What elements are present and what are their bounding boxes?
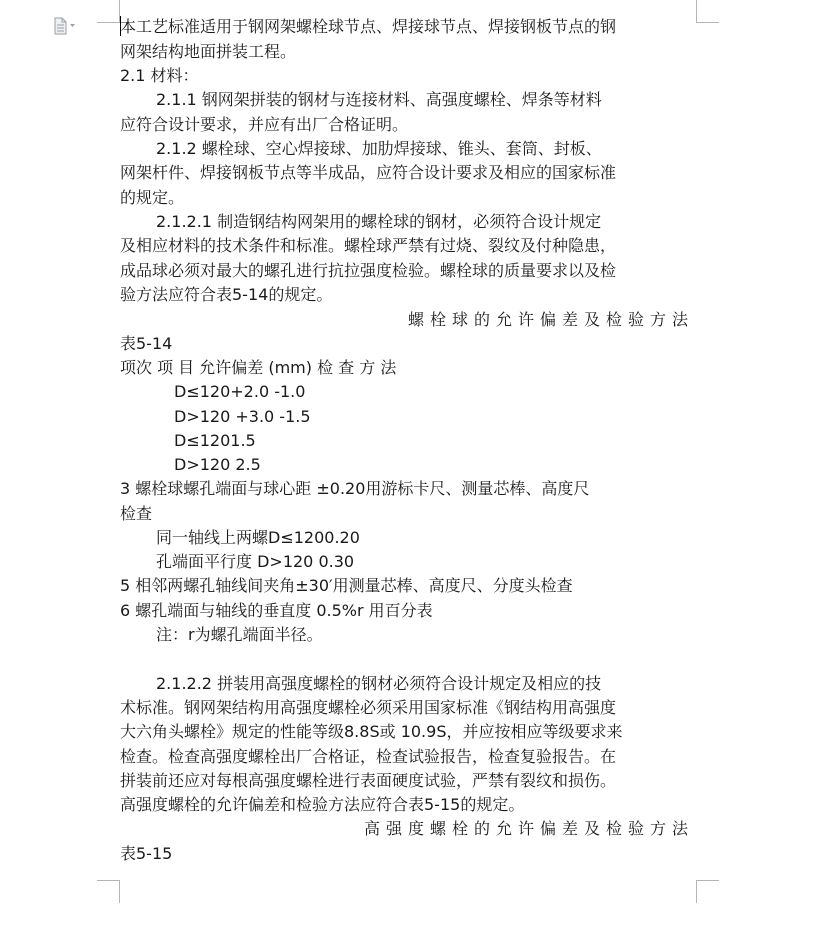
section-heading: 2.1 材料： <box>120 66 199 85</box>
table-line: 同一轴线上两螺D≤1200.20 <box>156 528 360 547</box>
corner-mark-bottom-right <box>696 880 719 903</box>
table-line: 孔端面平行度 D>120 0.30 <box>156 552 355 571</box>
document-options-icon[interactable] <box>53 17 77 35</box>
table-line: D>120 2.5 <box>174 455 261 474</box>
paragraph-line: 术标准。钢网架结构用高强度螺栓必须采用国家标准《钢结构用高强度 <box>120 698 617 717</box>
paragraph-line: 的规定。 <box>120 188 185 207</box>
table-line: 5 相邻两螺孔轴线间夹角±30′用测量芯棒、高度尺、分度头检查 <box>120 576 573 595</box>
table-caption: 螺栓球的允许偏差及检验方法 <box>407 310 694 329</box>
paragraph-line: 网架结构地面拼装工程。 <box>120 42 297 61</box>
paragraph-line: 应符合设计要求，并应有出厂合格证明。 <box>120 115 409 134</box>
paragraph-line: 成品球必须对最大的螺孔进行抗拉强度检验。螺栓球的质量要求以及检 <box>120 261 617 280</box>
paragraph-line: 2.1.2.1 制造钢结构网架用的螺栓球的钢材，必须符合设计规定 <box>156 212 602 231</box>
paragraph-line: 拼装前还应对每根高强度螺栓进行表面硬度试验，严禁有裂纹和损伤。 <box>120 771 617 790</box>
paragraph-line: 2.1.2 螺栓球、空心焊接球、加肋焊接球、锥头、套筒、封板、 <box>156 139 602 158</box>
paragraph-line: 验方法应符合表5-14的规定。 <box>120 285 333 304</box>
table-line: 6 螺孔端面与轴线的垂直度 0.5%r 用百分表 <box>120 601 433 620</box>
table-number: 表5-14 <box>120 334 173 353</box>
table-number: 表5-15 <box>120 844 173 863</box>
paragraph-line: 2.1.1 钢网架拼装的钢材与连接材料、高强度螺栓、焊条等材料 <box>156 90 602 109</box>
table-caption: 高强度螺栓的允许偏差及检验方法 <box>363 819 694 838</box>
table-line: 检查 <box>120 504 153 523</box>
paragraph-line: 高强度螺栓的允许偏差和检验方法应符合表5-15的规定。 <box>120 795 525 814</box>
table-note: 注：r为螺孔端面半径。 <box>156 625 323 644</box>
corner-mark-bottom-left <box>97 880 120 903</box>
corner-mark-top-right <box>696 0 719 23</box>
paragraph-line: 2.1.2.2 拼装用高强度螺栓的钢材必须符合设计规定及相应的技 <box>156 674 602 693</box>
table-line: D≤120+2.0 -1.0 <box>174 382 306 401</box>
table-header-line: 项次 项 目 允许偏差 (mm) 检 查 方 法 <box>120 358 397 377</box>
paragraph-line: 及相应材料的技术条件和标准。螺栓球严禁有过烧、裂纹及付种隐患， <box>120 236 617 255</box>
paragraph-line: 本工艺标准适用于钢网架螺栓球节点、焊接球节点、焊接钢板节点的钢 <box>120 17 617 36</box>
paragraph-line: 大六角头螺栓》规定的性能等级8.8S或 10.9S，并应按相应等级要求来 <box>120 722 623 741</box>
corner-mark-top-left <box>97 0 120 23</box>
table-line: D≤1201.5 <box>174 431 256 450</box>
paragraph-line: 网架杆件、焊接钢板节点等半成品，应符合设计要求及相应的国家标准 <box>120 163 617 182</box>
paragraph-line: 检查。检查高强度螺栓出厂合格证，检查试验报告，检查复验报告。在 <box>120 747 617 766</box>
table-line: 3 螺栓球螺孔端面与球心距 ±0.20用游标卡尺、测量芯棒、高度尺 <box>120 479 590 498</box>
table-line: D>120 +3.0 -1.5 <box>174 407 311 426</box>
